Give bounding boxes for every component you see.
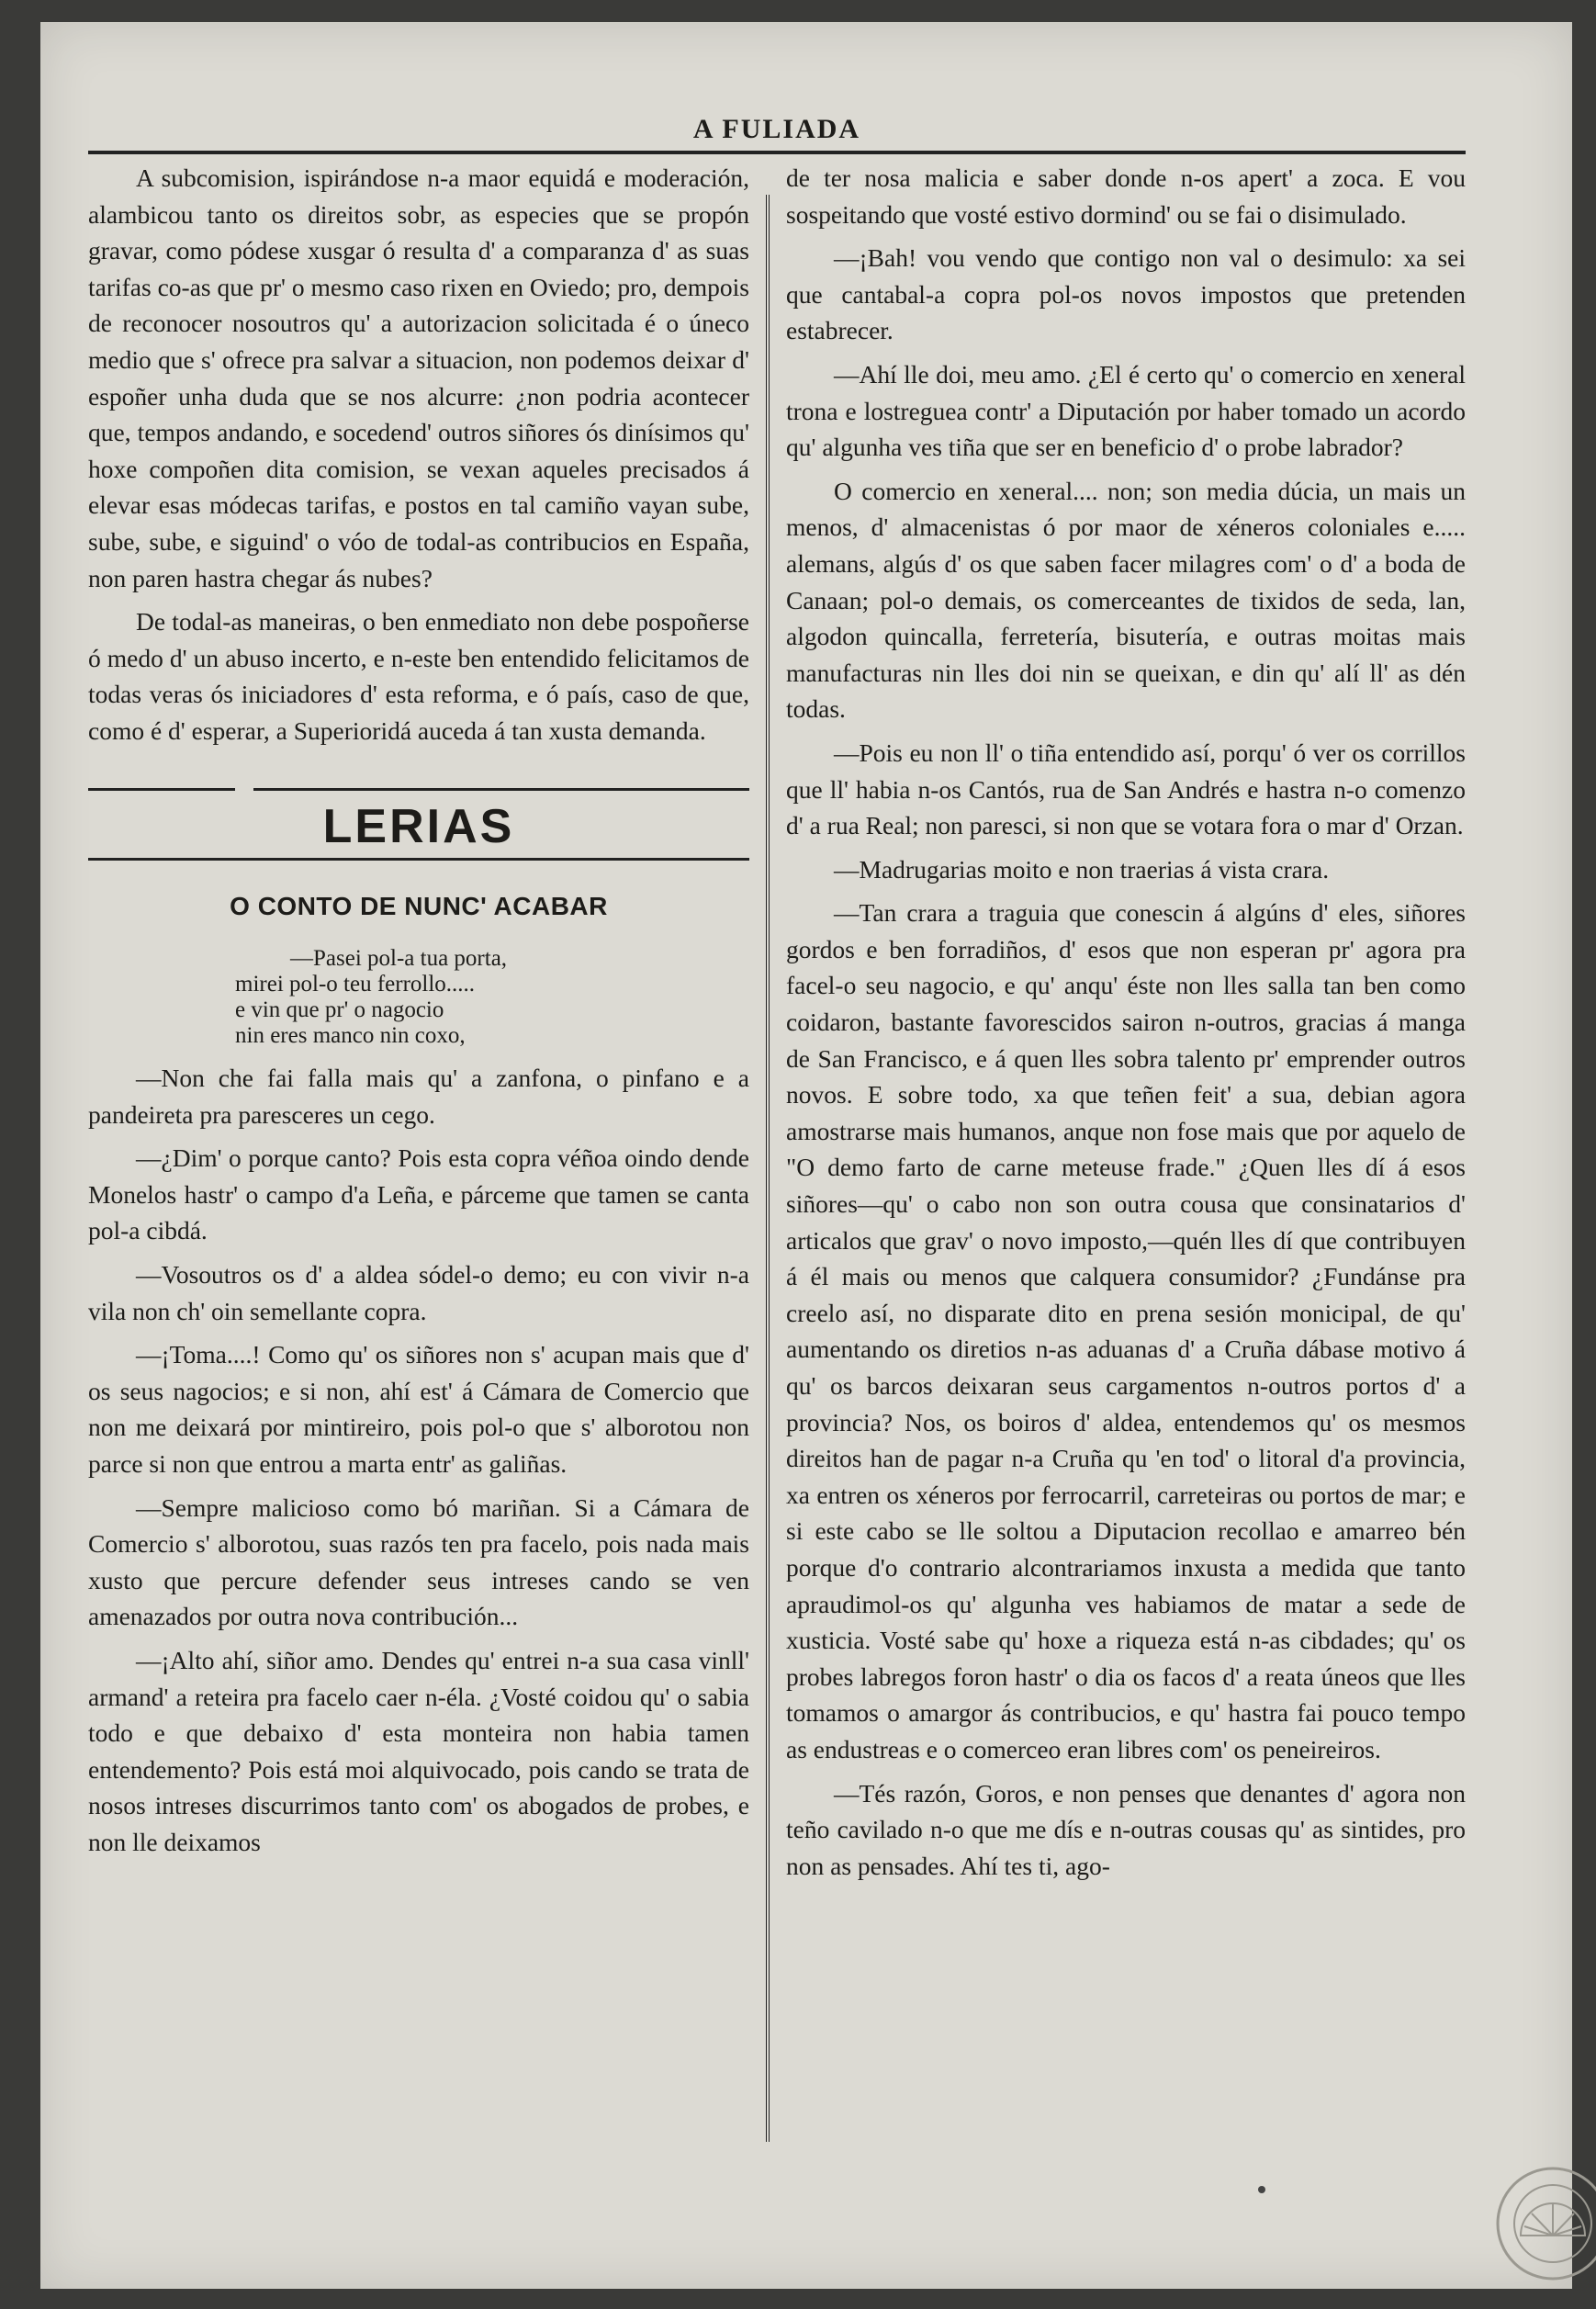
paragraph: —Tés razón, Goros, e non penses que denantes d' agora non teño cavilado n-o que me dís e n-outras cousas qu' as sintides, pro non as pensades. Ahí tes ti, ago-	[786, 1778, 1466, 1880]
section-top-rules	[88, 788, 749, 797]
dialogue	[88, 1060, 749, 1860]
paragraph: —¡Toma....! Como qu' os siñores non s' acupan mais que d' os seus nagocios; e si non, ahí est' á Cámara de Comercio que non me deixará por mintireiro, pois pol-o que s' alborotou non parce si non que entrou a marta entr' as galiñas.	[88, 1340, 749, 1479]
column-divider	[766, 195, 772, 2142]
ink-spot	[1258, 2186, 1265, 2193]
paragraph: —Ahí lle doi, meu amo. ¿El é certo qu' o comercio en xeneral trona e lostreguea contr' a Diputación por haber tomado un acordo qu' algunha ves tiña que ser en beneficio d' o probe labrador?	[786, 359, 1466, 462]
left-column	[88, 160, 749, 1868]
masthead-rule	[88, 151, 1466, 154]
section-title: LERIAS	[322, 799, 515, 853]
paragraph: de ter nosa malicia e saber donde n-os apert' a zoca. E vou sospeitando que vosté estivo dormind' ou se fai o disimulado.	[786, 163, 1466, 229]
masthead: A FULIADA	[692, 114, 861, 144]
verse-stanza	[235, 946, 749, 1049]
verse-line: mirei pol-o teu ferrollo.....	[235, 972, 476, 997]
paragraph: —Non che fai falla mais qu' a zanfona, o pinfano e a pandeireta pra paresceres un cego.	[88, 1064, 749, 1129]
verse-line: e vin que pr' o nagocio	[235, 997, 444, 1023]
paragraph: —¿Dim' o porque canto? Pois esta copra véñoa oindo dende Monelos hastr' o campo d'a Leña, e párceme que tamen se canta pol-a cibdá.	[88, 1143, 749, 1245]
right-column	[786, 160, 1466, 1891]
library-stamp	[1493, 2164, 1596, 2283]
paragraph: A subcomision, ispirándose n-a maor equidá e moderación, alambicou tanto os direitos sobr, as especies que se propón gravar, como pódese xusgar ó resulta d' a comparanza d' as suas tarifas co-as que pr' o mesmo caso rixen en Oviedo; pro, dempois de reconocer nosoutros qu' a autorizacion solicitada é o úneco medio que s' ofrece pra salvar a situacion, non podemos deixar d' espoñer unha duda que se nos alcurre: ¿non podria acontecer que, tempos andando, e socedend' outros siñores ós dinísimos qu' hoxe compoñen dita comision, se vexan aqueles precisados á elevar esas módecas tarifas, e postos en tal camiño vayan sube, sube, sube, e siguind' o vóo de todal-as contribucios en España, non paren hastra chegar ás nubes?	[88, 163, 749, 592]
paragraph: —Sempre malicioso como bó mariñan. Si a Cámara de Comercio s' alborotou, suas razós ten pra facelo, pois nada mais xusto que percure defender seus intreses cando se ven amenazados por outra nova contribución...	[88, 1492, 749, 1631]
paragraph: —Pois eu non ll' o tiña entendido así, porqu' ó ver os corrillos que ll' habia n-os Cantós, rua de San Andrés e hastra n-o comenzo d' a rua Real; non paresci, si non que se votara fora o mar d' Orzan.	[786, 738, 1466, 840]
section-bottom-rule	[88, 858, 749, 861]
paragraph: De todal-as maneiras, o ben enmediato non debe pospoñerse ó medo d' un abuso incerto, e n-este ben entendido felicitamos de todas veras ós iniciadores d' esta reforma, e ó país, caso de que, como é d' esperar, a Superioridá auceda á tan xusta demanda.	[88, 607, 749, 745]
paragraph: —¡Bah! vou vendo que contigo non val o desimulo: xa sei que cantabal-a copra pol-os novos impostos que pretenden estabrecer.	[786, 243, 1466, 345]
newspaper-page	[40, 22, 1572, 2289]
verse-line: nin eres manco nin coxo,	[235, 1023, 466, 1049]
paragraph: —Madrugarias moito e non traerias á vista crara.	[834, 854, 1330, 884]
paragraph: —Tan crara a traguia que conescin á algúns d' eles, siñores gordos e ben forradiños, d' esos que non esperan pr' agora pra facel-o seu nagocio, e qu' anqu' éste non lles salla tan ben como coidaron, bastante favorescidos sairon n-outros, gracias á manga de San Francisco, e á quen lles sobra talento pr' emprender outros novos. E sobre todo, xa que teñen feit' a sua, debian agora amostrarse mais humanos, anque non fose mais que por aquelo de "O demo farto de carne meteuse frade." ¿Quen lles dí á esos siñores—qu' o cabo non son outra cousa que consinatarios d' articalos que grav' o novo imposto,—quén lles dí que contribuyen á él mais ou menos que calquera consumidor? ¿Fundánse pra creelo así, no disparate dito en prena sesión monicipal, de qu' aumentando os diretios n-as aduanas d' a Cruña dábase motivo á qu' os barcos deixaran seus cargamentos n-outros portos d' a provincia? Nos, os boiros d' aldea, entendemos qu' os mesmos direitos han de pagar n-a Cruña qu 'en tod' o litoral d'a provincia, xa entren os xéneros por ferrocarril, carreteiras ou portos de mar; e si este cabo se lle soltou a Diputacion recollao e amarreo bén porque d'o contrario alcontrariamos inxusta a medida que tanto apraudimol-os qu' algunha ves habiamos de matar a sede de xusticia. Vosté sabe qu' hoxe a riqueza está n-as cibdades; qu' os probes labregos foron hastr' o dia os facos d' a reata úneos que lles tomamos o amargor ás contribucios, e qu' hastra fai pouco tempo as endustreas e o comerceo eran libres com' os peneireiros.	[786, 898, 1466, 1763]
paragraph: —¡Alto ahí, siñor amo. Dendes qu' entrei n-a sua casa vinll' armand' a reteira pra facelo caer n-éla. ¿Vosté coidou qu' o sabia todo e que debaixo d' esta monteira non habia tamen entendemento? Pois está moi alquivocado, pois cando se trata de nosos intreses discurrimos tanto com' os abogados de probes, e non lle deixamos	[88, 1646, 749, 1856]
paragraph: O comercio en xeneral.... non; son media dúcia, un mais un menos, d' almacenistas ó por maor de xéneros coloniales e..... alemans, algús d' os que saben facer milagres com' o d' a boda de Canaan; pol-o demais, os comerceantes de tixidos de seda, lan, algodon quincalla, ferretería, bisutería, e outras moitas mais manufacturas nin lles doi nin se queixan, e din qu' alí ll' as dén todas.	[786, 476, 1466, 724]
story-title: O CONTO DE NUNC' ACABAR	[230, 891, 608, 920]
paragraph: —Vosoutros os d' a aldea sódel-o demo; eu con vivir n-a vila non ch' oin semellante copra.	[88, 1260, 749, 1325]
verse-line: —Pasei pol-a tua porta,	[290, 946, 508, 972]
left-article	[88, 160, 749, 749]
right-article	[786, 160, 1466, 1884]
